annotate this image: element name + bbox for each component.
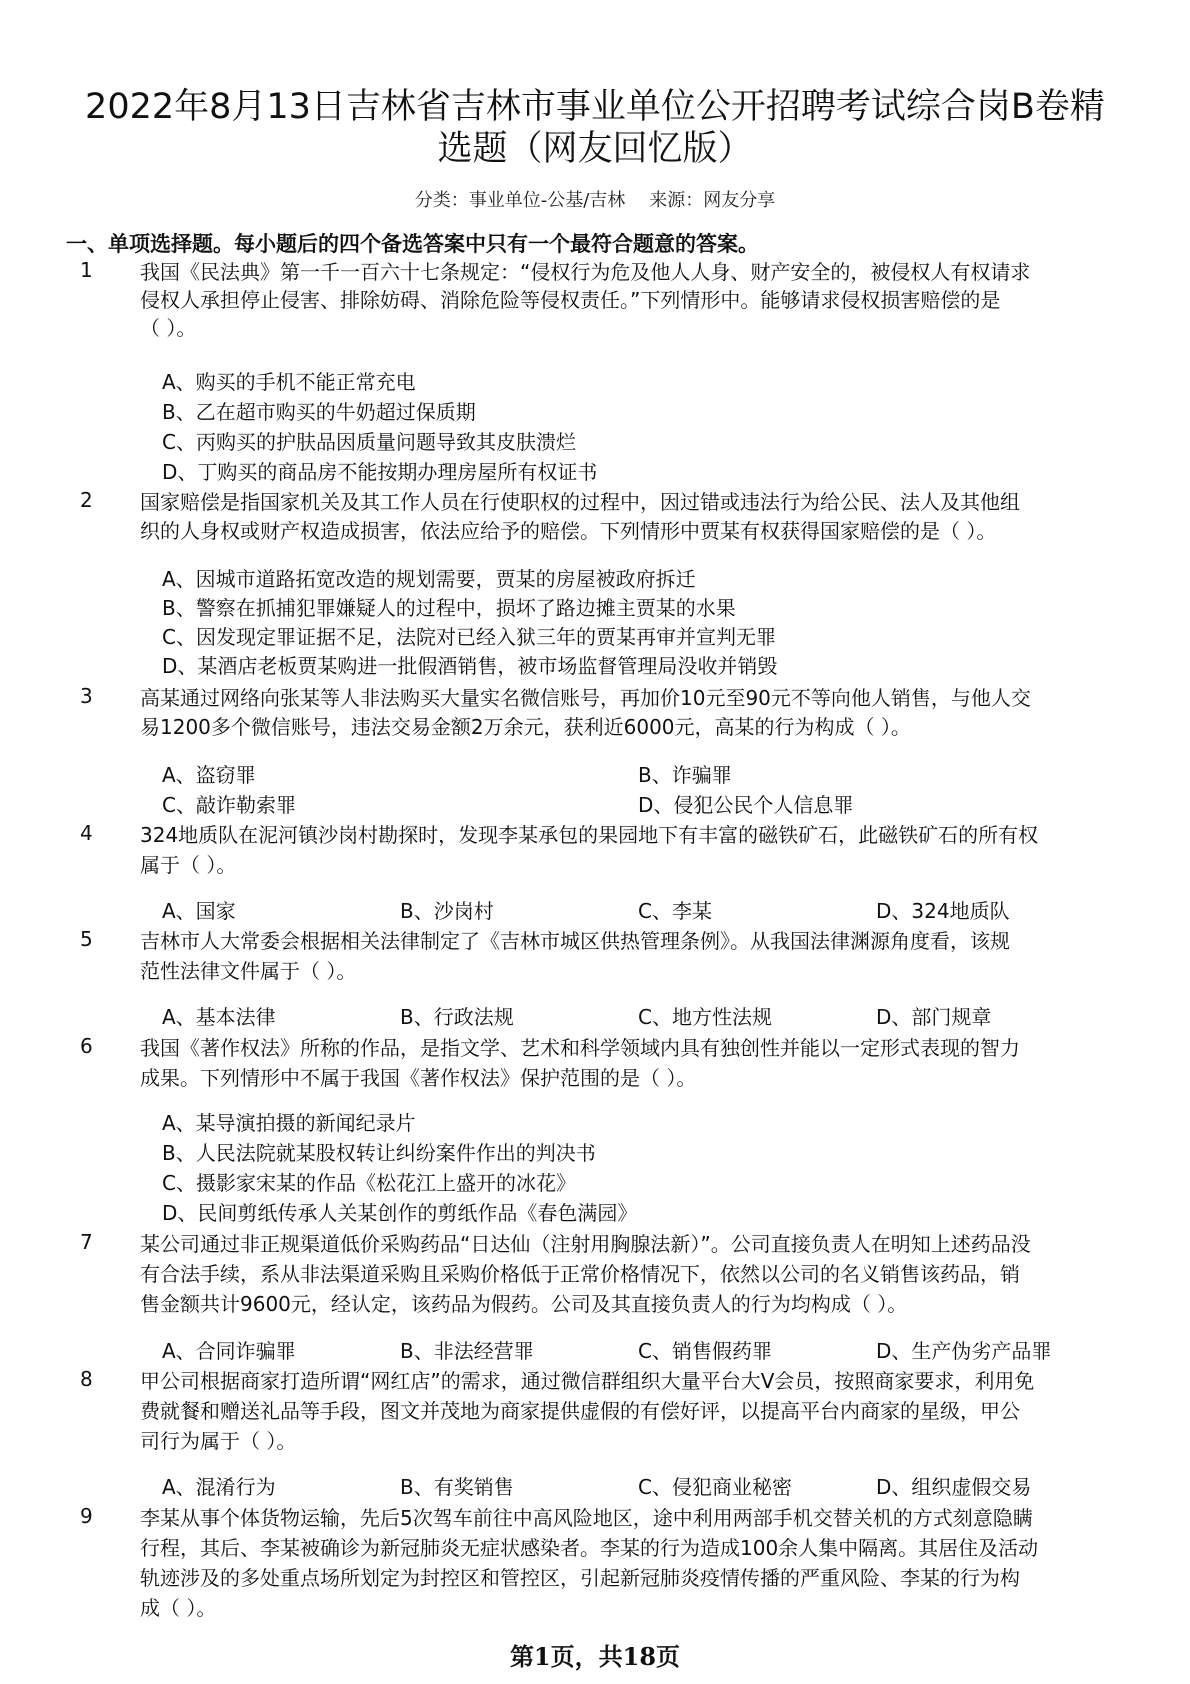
option-d: D、民间剪纸传承人关某创作的剪纸作品《春色满园》	[162, 1201, 638, 1225]
question-stem-line: 甲公司根据商家打造所谓“网红店”的需求，通过微信群组织大量平台大V会员，按照商家要求，利用免	[140, 1369, 1035, 1393]
option-a: A、某导演拍摄的新闻纪录片	[162, 1111, 416, 1135]
option-b: B、非法经营罪	[400, 1339, 534, 1363]
question-number: 4	[80, 821, 93, 845]
question-stem-line: 324地质队在泥河镇沙岗村勘探时，发现李某承包的果园地下有丰富的磁铁矿石，此磁铁矿石的所有权	[140, 823, 1039, 847]
option-d: D、丁购买的商品房不能按期办理房屋所有权证书	[162, 460, 598, 484]
document-title-line-1: 2022年8月13日吉林省吉林市事业单位公开招聘考试综合岗B卷精	[85, 87, 1105, 127]
question-stem-line: 司行为属于（ ）。	[140, 1429, 297, 1453]
document-meta	[0, 186, 1190, 212]
question-number: 3	[80, 684, 93, 708]
question-stem-line: 李某从事个体货物运输，先后5次驾车前往中高风险地区，途中利用两部手机交替关机的方式刻意隐瞒	[140, 1506, 1033, 1530]
question-stem-line: 成（ ）。	[140, 1596, 217, 1620]
option-b: B、诈骗罪	[638, 763, 732, 787]
page-footer: 第1页，共18页	[509, 1642, 681, 1671]
option-d: D、某酒店老板贾某购进一批假酒销售，被市场监督管理局没收并销毁	[162, 654, 778, 678]
option-c: C、丙购买的护肤品因质量问题导致其皮肤溃烂	[162, 430, 576, 454]
option-a: A、因城市道路拓宽改造的规划需要，贾某的房屋被政府拆迁	[162, 567, 696, 591]
meta-source: 来源：网友分享	[649, 190, 776, 211]
question-stem-line: （ ）。	[140, 316, 197, 340]
option-b: B、沙岗村	[400, 899, 494, 923]
option-d: D、生产伪劣产品罪	[876, 1339, 1052, 1363]
option-b: B、行政法规	[400, 1005, 514, 1029]
question-stem-line: 织的人身权或财产权造成损害，依法应给予的赔偿。下列情形中贾某有权获得国家赔偿的是（ ）。	[140, 519, 997, 543]
question-number: 7	[80, 1230, 93, 1254]
section-heading: 一、单项选择题。每小题后的四个备选答案中只有一个最符合题意的答案。	[66, 232, 759, 256]
meta-category: 分类：事业单位-公基/吉林	[414, 190, 626, 211]
option-a: A、混淆行为	[162, 1475, 276, 1499]
question-stem-line: 轨迹涉及的多处重点场所划定为封控区和管控区，引起新冠肺炎疫情传播的严重风险、李某的行为构	[140, 1566, 1020, 1590]
option-c: C、销售假药罪	[638, 1339, 772, 1363]
question-stem-line: 属于（ ）。	[140, 853, 237, 877]
option-d: D、部门规章	[876, 1005, 992, 1029]
question-stem-line: 我国《著作权法》所称的作品，是指文学、艺术和科学领域内具有独创性并能以一定形式表现的智力	[140, 1036, 1020, 1060]
option-c: C、敲诈勒索罪	[162, 793, 296, 817]
document-title-line-2: 选题（网友回忆版）	[437, 129, 753, 169]
option-d: D、组织虚假交易	[876, 1475, 1032, 1499]
option-b: B、有奖销售	[400, 1475, 514, 1499]
option-c: C、侵犯商业秘密	[638, 1475, 792, 1499]
option-b: B、警察在抓捕犯罪嫌疑人的过程中，损坏了路边摊主贾某的水果	[162, 596, 736, 620]
option-a: A、购买的手机不能正常充电	[162, 370, 416, 394]
option-a: A、国家	[162, 899, 236, 923]
question-stem-line: 高某通过网络向张某等人非法购买大量实名微信账号，再加价10元至90元不等向他人销售，与他人交	[140, 686, 1031, 710]
question-stem-line: 有合法手续，系从非法渠道采购且采购价格低于正常价格情况下，依然以公司的名义销售该药品，销	[140, 1262, 1020, 1286]
option-a: A、盗窃罪	[162, 763, 256, 787]
option-a: A、合同诈骗罪	[162, 1339, 296, 1363]
option-d: D、324地质队	[876, 899, 1010, 923]
option-c: C、地方性法规	[638, 1005, 772, 1029]
option-c: C、因发现定罪证据不足，法院对已经入狱三年的贾某再审并宣判无罪	[162, 625, 776, 649]
question-stem-line: 行程，其后、李某被确诊为新冠肺炎无症状感染者。李某的行为造成100余人集中隔离。其居住及活动	[140, 1536, 1039, 1560]
option-b: B、人民法院就某股权转让纠纷案件作出的判决书	[162, 1141, 596, 1165]
question-stem-line: 我国《民法典》第一千一百六十七条规定：“侵权行为危及他人人身、财产安全的，被侵权人有权请求	[140, 260, 1031, 284]
question-number: 5	[80, 927, 93, 951]
option-c: C、摄影家宋某的作品《松花江上盛开的冰花》	[162, 1171, 576, 1195]
question-stem-line: 吉林市人大常委会根据相关法律制定了《吉林市城区供热管理条例》。从我国法律渊源角度看，该规	[140, 929, 1010, 953]
question-stem-line: 国家赔偿是指国家机关及其工作人员在行使职权的过程中，因过错或违法行为给公民、法人及其他组	[140, 490, 1020, 514]
option-b: B、乙在超市购买的牛奶超过保质期	[162, 400, 476, 424]
question-number: 6	[80, 1034, 93, 1058]
question-stem-line: 成果。下列情形中不属于我国《著作权法》保护范围的是（ ）。	[140, 1066, 697, 1090]
question-number: 1	[80, 258, 93, 282]
question-number: 9	[80, 1504, 93, 1528]
question-stem-line: 费就餐和赠送礼品等手段，图文并茂地为商家提供虚假的有偿好评，以提高平台内商家的星级，甲公	[140, 1399, 1020, 1423]
option-a: A、基本法律	[162, 1005, 276, 1029]
question-stem-line: 易1200多个微信账号，违法交易金额2万余元，获利近6000元，高某的行为构成（ ）。	[140, 715, 911, 739]
question-stem-line: 范性法律文件属于（ ）。	[140, 959, 357, 983]
option-d: D、侵犯公民个人信息罪	[638, 793, 854, 817]
question-number: 2	[80, 488, 93, 512]
question-stem-line: 某公司通过非正规渠道低价采购药品“日达仙（注射用胸腺法新）”。公司直接负责人在明知上述药品没	[140, 1232, 1031, 1256]
question-number: 8	[80, 1367, 93, 1391]
option-c: C、李某	[638, 899, 712, 923]
question-stem-line: 侵权人承担停止侵害、排除妨碍、消除危险等侵权责任。”下列情形中。能够请求侵权损害赔偿的是	[140, 288, 1001, 312]
question-stem-line: 售金额共计9600元，经认定，该药品为假药。公司及其直接负责人的行为均构成（ ）。	[140, 1292, 908, 1316]
